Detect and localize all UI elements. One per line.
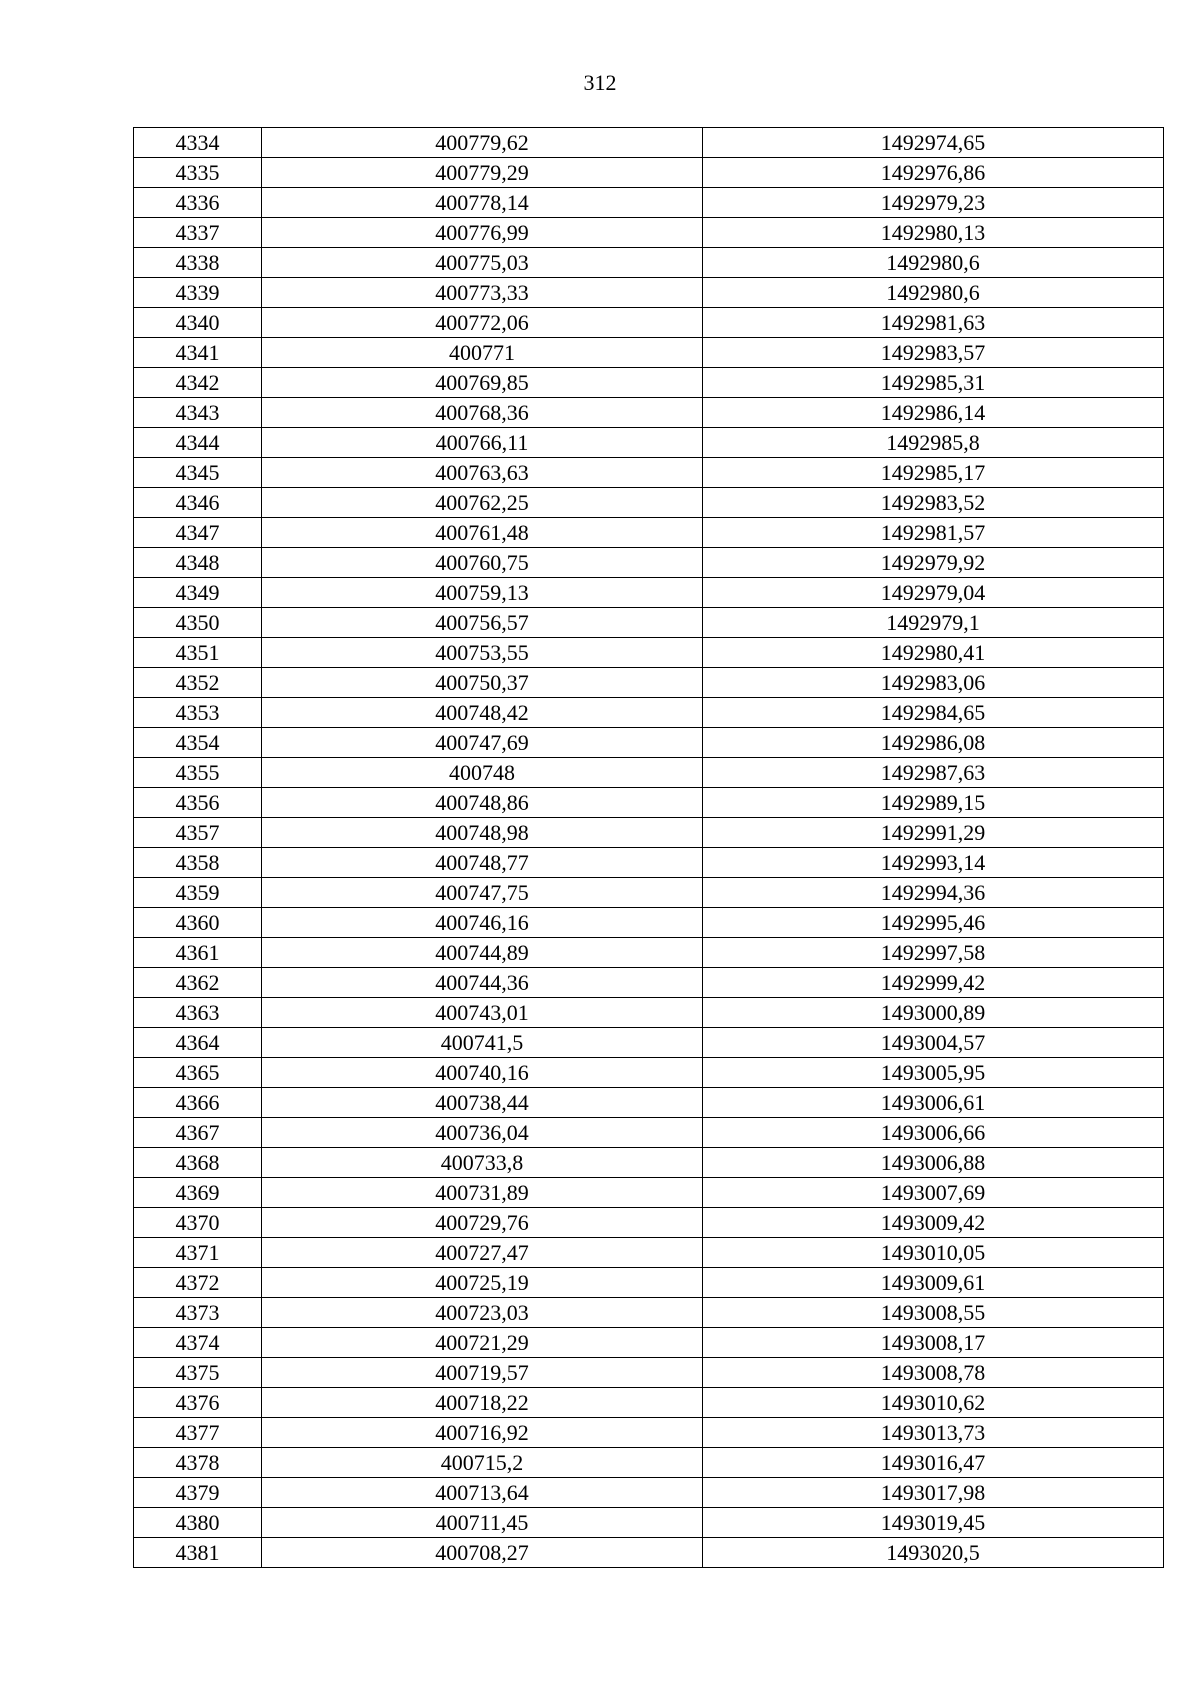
point-number-cell: 4375 — [134, 1358, 262, 1388]
y-coordinate-cell: 1492980,6 — [703, 248, 1164, 278]
x-coordinate-cell: 400741,5 — [262, 1028, 703, 1058]
point-number-cell: 4334 — [134, 128, 262, 158]
x-coordinate-cell: 400762,25 — [262, 488, 703, 518]
y-coordinate-cell: 1492981,57 — [703, 518, 1164, 548]
y-coordinate-cell: 1492985,8 — [703, 428, 1164, 458]
x-coordinate-cell: 400763,63 — [262, 458, 703, 488]
x-coordinate-cell: 400772,06 — [262, 308, 703, 338]
x-coordinate-cell: 400753,55 — [262, 638, 703, 668]
table-row — [134, 368, 1164, 398]
y-coordinate-cell: 1492979,04 — [703, 578, 1164, 608]
table-row — [134, 818, 1164, 848]
point-number-cell: 4354 — [134, 728, 262, 758]
x-coordinate-cell: 400759,13 — [262, 578, 703, 608]
y-coordinate-cell: 1493004,57 — [703, 1028, 1164, 1058]
point-number-cell: 4362 — [134, 968, 262, 998]
y-coordinate-cell: 1492980,41 — [703, 638, 1164, 668]
y-coordinate-cell: 1493017,98 — [703, 1478, 1164, 1508]
y-coordinate-cell: 1492995,46 — [703, 908, 1164, 938]
x-coordinate-cell: 400768,36 — [262, 398, 703, 428]
y-coordinate-cell: 1493008,17 — [703, 1328, 1164, 1358]
point-number-cell: 4372 — [134, 1268, 262, 1298]
point-number-cell: 4356 — [134, 788, 262, 818]
point-number-cell: 4358 — [134, 848, 262, 878]
x-coordinate-cell: 400748,42 — [262, 698, 703, 728]
point-number-cell: 4359 — [134, 878, 262, 908]
point-number-cell: 4366 — [134, 1088, 262, 1118]
y-coordinate-cell: 1493006,61 — [703, 1088, 1164, 1118]
table-row — [134, 1088, 1164, 1118]
table-row — [134, 338, 1164, 368]
x-coordinate-cell: 400769,85 — [262, 368, 703, 398]
point-number-cell: 4341 — [134, 338, 262, 368]
point-number-cell: 4380 — [134, 1508, 262, 1538]
y-coordinate-cell: 1492980,13 — [703, 218, 1164, 248]
table-row — [134, 1298, 1164, 1328]
x-coordinate-cell: 400708,27 — [262, 1538, 703, 1568]
point-number-cell: 4337 — [134, 218, 262, 248]
point-number-cell: 4343 — [134, 398, 262, 428]
point-number-cell: 4376 — [134, 1388, 262, 1418]
y-coordinate-cell: 1492994,36 — [703, 878, 1164, 908]
point-number-cell: 4367 — [134, 1118, 262, 1148]
point-number-cell: 4352 — [134, 668, 262, 698]
point-number-cell: 4379 — [134, 1478, 262, 1508]
y-coordinate-cell: 1492979,92 — [703, 548, 1164, 578]
x-coordinate-cell: 400738,44 — [262, 1088, 703, 1118]
x-coordinate-cell: 400736,04 — [262, 1118, 703, 1148]
table-row — [134, 428, 1164, 458]
page-number: 312 — [583, 70, 617, 95]
point-number-cell: 4364 — [134, 1028, 262, 1058]
y-coordinate-cell: 1493008,55 — [703, 1298, 1164, 1328]
point-number-cell: 4344 — [134, 428, 262, 458]
x-coordinate-cell: 400771 — [262, 338, 703, 368]
x-coordinate-cell: 400744,89 — [262, 938, 703, 968]
table-row — [134, 1418, 1164, 1448]
table-row — [134, 638, 1164, 668]
table-row — [134, 128, 1164, 158]
table-row — [134, 878, 1164, 908]
table-row — [134, 1328, 1164, 1358]
table-row — [134, 158, 1164, 188]
table-row — [134, 488, 1164, 518]
y-coordinate-cell: 1493008,78 — [703, 1358, 1164, 1388]
table-row — [134, 398, 1164, 428]
table-row — [134, 758, 1164, 788]
y-coordinate-cell: 1492987,63 — [703, 758, 1164, 788]
y-coordinate-cell: 1493010,05 — [703, 1238, 1164, 1268]
point-number-cell: 4353 — [134, 698, 262, 728]
y-coordinate-cell: 1492983,57 — [703, 338, 1164, 368]
x-coordinate-cell: 400778,14 — [262, 188, 703, 218]
y-coordinate-cell: 1492983,06 — [703, 668, 1164, 698]
y-coordinate-cell: 1492999,42 — [703, 968, 1164, 998]
table-row — [134, 248, 1164, 278]
y-coordinate-cell: 1492991,29 — [703, 818, 1164, 848]
x-coordinate-cell: 400733,8 — [262, 1148, 703, 1178]
x-coordinate-cell: 400766,11 — [262, 428, 703, 458]
y-coordinate-cell: 1493000,89 — [703, 998, 1164, 1028]
table-row — [134, 728, 1164, 758]
point-number-cell: 4335 — [134, 158, 262, 188]
point-number-cell: 4357 — [134, 818, 262, 848]
table-row — [134, 1388, 1164, 1418]
table-row — [134, 188, 1164, 218]
table-row — [134, 1178, 1164, 1208]
table-row — [134, 608, 1164, 638]
y-coordinate-cell: 1493009,61 — [703, 1268, 1164, 1298]
table-row — [134, 308, 1164, 338]
y-coordinate-cell: 1493016,47 — [703, 1448, 1164, 1478]
y-coordinate-cell: 1493006,88 — [703, 1148, 1164, 1178]
x-coordinate-cell: 400779,62 — [262, 128, 703, 158]
coordinates-table-body — [134, 128, 1164, 1568]
point-number-cell: 4342 — [134, 368, 262, 398]
point-number-cell: 4374 — [134, 1328, 262, 1358]
table-row — [134, 458, 1164, 488]
table-row — [134, 938, 1164, 968]
y-coordinate-cell: 1493005,95 — [703, 1058, 1164, 1088]
point-number-cell: 4346 — [134, 488, 262, 518]
x-coordinate-cell: 400731,89 — [262, 1178, 703, 1208]
x-coordinate-cell: 400746,16 — [262, 908, 703, 938]
table-row — [134, 1208, 1164, 1238]
x-coordinate-cell: 400748,86 — [262, 788, 703, 818]
x-coordinate-cell: 400721,29 — [262, 1328, 703, 1358]
x-coordinate-cell: 400779,29 — [262, 158, 703, 188]
x-coordinate-cell: 400760,75 — [262, 548, 703, 578]
y-coordinate-cell: 1492979,23 — [703, 188, 1164, 218]
point-number-cell: 4381 — [134, 1538, 262, 1568]
point-number-cell: 4339 — [134, 278, 262, 308]
x-coordinate-cell: 400748 — [262, 758, 703, 788]
table-row — [134, 1238, 1164, 1268]
table-row — [134, 968, 1164, 998]
table-row — [134, 788, 1164, 818]
point-number-cell: 4347 — [134, 518, 262, 548]
point-number-cell: 4369 — [134, 1178, 262, 1208]
table-row — [134, 1118, 1164, 1148]
table-row — [134, 698, 1164, 728]
y-coordinate-cell: 1492986,08 — [703, 728, 1164, 758]
point-number-cell: 4349 — [134, 578, 262, 608]
y-coordinate-cell: 1493009,42 — [703, 1208, 1164, 1238]
x-coordinate-cell: 400716,92 — [262, 1418, 703, 1448]
table-row — [134, 668, 1164, 698]
y-coordinate-cell: 1492989,15 — [703, 788, 1164, 818]
table-row — [134, 1358, 1164, 1388]
y-coordinate-cell: 1493020,5 — [703, 1538, 1164, 1568]
table-row — [134, 1268, 1164, 1298]
x-coordinate-cell: 400748,98 — [262, 818, 703, 848]
x-coordinate-cell: 400748,77 — [262, 848, 703, 878]
y-coordinate-cell: 1492981,63 — [703, 308, 1164, 338]
x-coordinate-cell: 400723,03 — [262, 1298, 703, 1328]
x-coordinate-cell: 400713,64 — [262, 1478, 703, 1508]
table-row — [134, 578, 1164, 608]
x-coordinate-cell: 400776,99 — [262, 218, 703, 248]
x-coordinate-cell: 400718,22 — [262, 1388, 703, 1418]
x-coordinate-cell: 400743,01 — [262, 998, 703, 1028]
point-number-cell: 4377 — [134, 1418, 262, 1448]
y-coordinate-cell: 1492985,31 — [703, 368, 1164, 398]
y-coordinate-cell: 1492993,14 — [703, 848, 1164, 878]
y-coordinate-cell: 1493019,45 — [703, 1508, 1164, 1538]
table-row — [134, 218, 1164, 248]
x-coordinate-cell: 400715,2 — [262, 1448, 703, 1478]
point-number-cell: 4336 — [134, 188, 262, 218]
point-number-cell: 4371 — [134, 1238, 262, 1268]
table-row — [134, 1538, 1164, 1568]
x-coordinate-cell: 400747,75 — [262, 878, 703, 908]
point-number-cell: 4338 — [134, 248, 262, 278]
table-row — [134, 1028, 1164, 1058]
table-row — [134, 518, 1164, 548]
x-coordinate-cell: 400773,33 — [262, 278, 703, 308]
table-row — [134, 1478, 1164, 1508]
table-row — [134, 1058, 1164, 1088]
x-coordinate-cell: 400727,47 — [262, 1238, 703, 1268]
coordinates-table — [133, 127, 1164, 1568]
table-row — [134, 908, 1164, 938]
point-number-cell: 4348 — [134, 548, 262, 578]
y-coordinate-cell: 1492986,14 — [703, 398, 1164, 428]
point-number-cell: 4360 — [134, 908, 262, 938]
table-row — [134, 998, 1164, 1028]
y-coordinate-cell: 1492983,52 — [703, 488, 1164, 518]
point-number-cell: 4355 — [134, 758, 262, 788]
y-coordinate-cell: 1492997,58 — [703, 938, 1164, 968]
y-coordinate-cell: 1493007,69 — [703, 1178, 1164, 1208]
y-coordinate-cell: 1492979,1 — [703, 608, 1164, 638]
point-number-cell: 4340 — [134, 308, 262, 338]
x-coordinate-cell: 400775,03 — [262, 248, 703, 278]
table-row — [134, 1448, 1164, 1478]
y-coordinate-cell: 1492985,17 — [703, 458, 1164, 488]
x-coordinate-cell: 400711,45 — [262, 1508, 703, 1538]
point-number-cell: 4345 — [134, 458, 262, 488]
table-row — [134, 548, 1164, 578]
table-row — [134, 1148, 1164, 1178]
y-coordinate-cell: 1493006,66 — [703, 1118, 1164, 1148]
x-coordinate-cell: 400719,57 — [262, 1358, 703, 1388]
x-coordinate-cell: 400747,69 — [262, 728, 703, 758]
y-coordinate-cell: 1493010,62 — [703, 1388, 1164, 1418]
point-number-cell: 4378 — [134, 1448, 262, 1478]
table-row — [134, 1508, 1164, 1538]
y-coordinate-cell: 1493013,73 — [703, 1418, 1164, 1448]
y-coordinate-cell: 1492974,65 — [703, 128, 1164, 158]
y-coordinate-cell: 1492984,65 — [703, 698, 1164, 728]
point-number-cell: 4368 — [134, 1148, 262, 1178]
point-number-cell: 4370 — [134, 1208, 262, 1238]
x-coordinate-cell: 400725,19 — [262, 1268, 703, 1298]
x-coordinate-cell: 400740,16 — [262, 1058, 703, 1088]
point-number-cell: 4363 — [134, 998, 262, 1028]
table-row — [134, 848, 1164, 878]
y-coordinate-cell: 1492976,86 — [703, 158, 1164, 188]
x-coordinate-cell: 400756,57 — [262, 608, 703, 638]
point-number-cell: 4373 — [134, 1298, 262, 1328]
x-coordinate-cell: 400744,36 — [262, 968, 703, 998]
table-row — [134, 278, 1164, 308]
point-number-cell: 4361 — [134, 938, 262, 968]
y-coordinate-cell: 1492980,6 — [703, 278, 1164, 308]
x-coordinate-cell: 400750,37 — [262, 668, 703, 698]
x-coordinate-cell: 400729,76 — [262, 1208, 703, 1238]
point-number-cell: 4350 — [134, 608, 262, 638]
point-number-cell: 4351 — [134, 638, 262, 668]
x-coordinate-cell: 400761,48 — [262, 518, 703, 548]
point-number-cell: 4365 — [134, 1058, 262, 1088]
